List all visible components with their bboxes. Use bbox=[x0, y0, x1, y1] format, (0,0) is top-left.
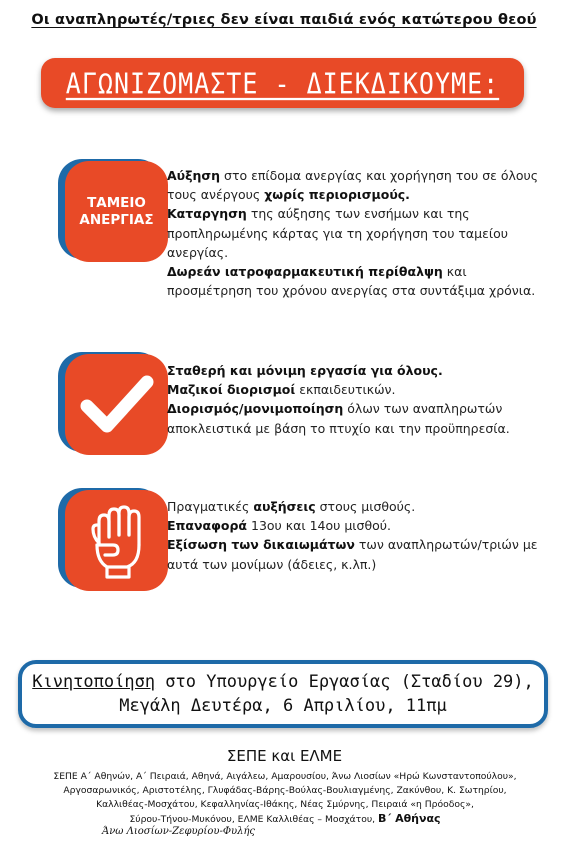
signatories-list bbox=[30, 770, 540, 827]
bold-text: χωρίς περιορισμούς. bbox=[264, 187, 410, 203]
demand-paragraph bbox=[167, 535, 547, 573]
signatories-line: Αργοσαρωνικός, Αριστοτέλης, Γλυφάδας-Βάρης-Βούλας-Βουλιαγμένης, Ζακύνθου, Κ. Σωτηρίου, bbox=[63, 785, 507, 796]
text: στους μισθούς. bbox=[315, 499, 416, 514]
bold-text: Εξίσωση των δικαιωμάτων bbox=[167, 537, 355, 553]
bold-text: Μαζικοί διορισμοί bbox=[167, 382, 296, 398]
mobilization-location: στο Υπουργείο Εργασίας (Σταδίου 29), bbox=[155, 672, 534, 692]
bold-text: Διορισμός/μονιμοποίηση bbox=[167, 401, 344, 417]
badge-face bbox=[65, 354, 168, 455]
text: όλων των αναπληρωτών αποκλειστικά με βάση το πτυχίο και την προϋπηρεσία. bbox=[167, 401, 510, 436]
signatories-line bbox=[30, 812, 540, 827]
demand-paragraph bbox=[167, 166, 547, 204]
text: Πραγματικές bbox=[167, 499, 254, 514]
bold-text: Επαναφορά bbox=[167, 518, 248, 534]
unemployment-demands bbox=[167, 166, 547, 300]
demand-paragraph bbox=[167, 497, 547, 516]
page-title: Οι αναπληρωτές/τριες δεν είναι παιδιά ενός κατώτερου θεού bbox=[31, 12, 537, 28]
badge-face bbox=[65, 490, 168, 591]
demand-paragraph bbox=[167, 361, 547, 380]
badge-label-line2: ΑΝΕΡΓΙΑΣ bbox=[79, 211, 154, 228]
bold-text: Σταθερή και μόνιμη εργασία για όλους. bbox=[167, 363, 443, 378]
text: της αύξησης των ενσήμων και της προπληρωμένης κάρτας για τη χορήγηση του ταμείου ανεργίας. bbox=[167, 206, 508, 260]
text: των αναπληρωτών/τριών με αυτά των μονίμων (άδειες, κ.λπ.) bbox=[167, 537, 538, 572]
slogan-banner bbox=[41, 58, 524, 108]
signatories-last-line: Άνω Λιοσίων-Ζεφυρίου-Φυλής bbox=[102, 826, 256, 837]
demand-paragraph bbox=[167, 380, 547, 399]
badge-label-line1: ΤΑΜΕΙΟ bbox=[87, 194, 146, 211]
checkmark-icon bbox=[77, 370, 157, 440]
mobilization-box bbox=[18, 660, 548, 728]
signatories-line: ΣΕΠΕ Α΄ Αθηνών, Α΄ Πειραιά, Αθηνά, Αιγάλεω, Αμαρουσίου, Άνω Λιοσίων «Ηρώ Κωνσταντοπούλου», bbox=[53, 771, 517, 782]
signatories-heading: ΣΕΠΕ και ΕΛΜΕ bbox=[226, 747, 343, 765]
slogan-text: ΑΓΩΝΙΖΟΜΑΣΤΕ - ΔΙΕΚΔΙΚΟΥΜΕ: bbox=[65, 66, 500, 100]
mobilization-date: Μεγάλη Δευτέρα, 6 Απριλίου, 11πμ bbox=[119, 696, 447, 716]
signatories-line: Καλλιθέας-Μοσχάτου, Κεφαλληνίας-Ιθάκης, Νέας Σμύρνης, Πειραιά «η Πρόοδος», bbox=[96, 799, 474, 810]
bold-text: Β΄ Αθήνας bbox=[378, 812, 441, 825]
fist-badge bbox=[58, 488, 168, 591]
badge-face bbox=[65, 161, 168, 262]
mobilization-line1 bbox=[22, 670, 544, 694]
text: εκπαιδευτικών. bbox=[295, 382, 396, 398]
text: 13ου και 14ου μισθού. bbox=[247, 518, 391, 534]
demand-paragraph bbox=[167, 262, 547, 300]
demand-paragraph bbox=[167, 204, 547, 262]
bold-text: Καταργηση bbox=[167, 206, 247, 222]
demand-paragraph bbox=[167, 399, 547, 437]
bold-text: Αύξηση bbox=[167, 168, 221, 183]
demand-paragraph bbox=[167, 516, 547, 535]
raised-fist-icon bbox=[85, 503, 149, 579]
employment-demands bbox=[167, 361, 547, 438]
bold-text: αυξήσεις bbox=[253, 499, 316, 514]
text: και προσμέτρηση του χρόνου ανεργίας στα συντάξιμα χρόνια. bbox=[167, 264, 536, 299]
text: στο επίδομα ανεργίας και χορήγηση του σε όλους τους ανέργους bbox=[167, 168, 539, 203]
bold-text: Δωρεάν ιατροφαρμακευτική περίθαλψη bbox=[167, 264, 443, 280]
text: Σύρου-Τήνου-Μυκόνου, ΕΛΜΕ Καλλιθέας – Μοσχάτου, bbox=[129, 814, 378, 825]
mobilization-word: Κινητοποίηση bbox=[32, 672, 156, 692]
salary-demands bbox=[167, 497, 547, 574]
unemployment-fund-badge bbox=[58, 159, 168, 262]
checkmark-badge bbox=[58, 352, 168, 455]
